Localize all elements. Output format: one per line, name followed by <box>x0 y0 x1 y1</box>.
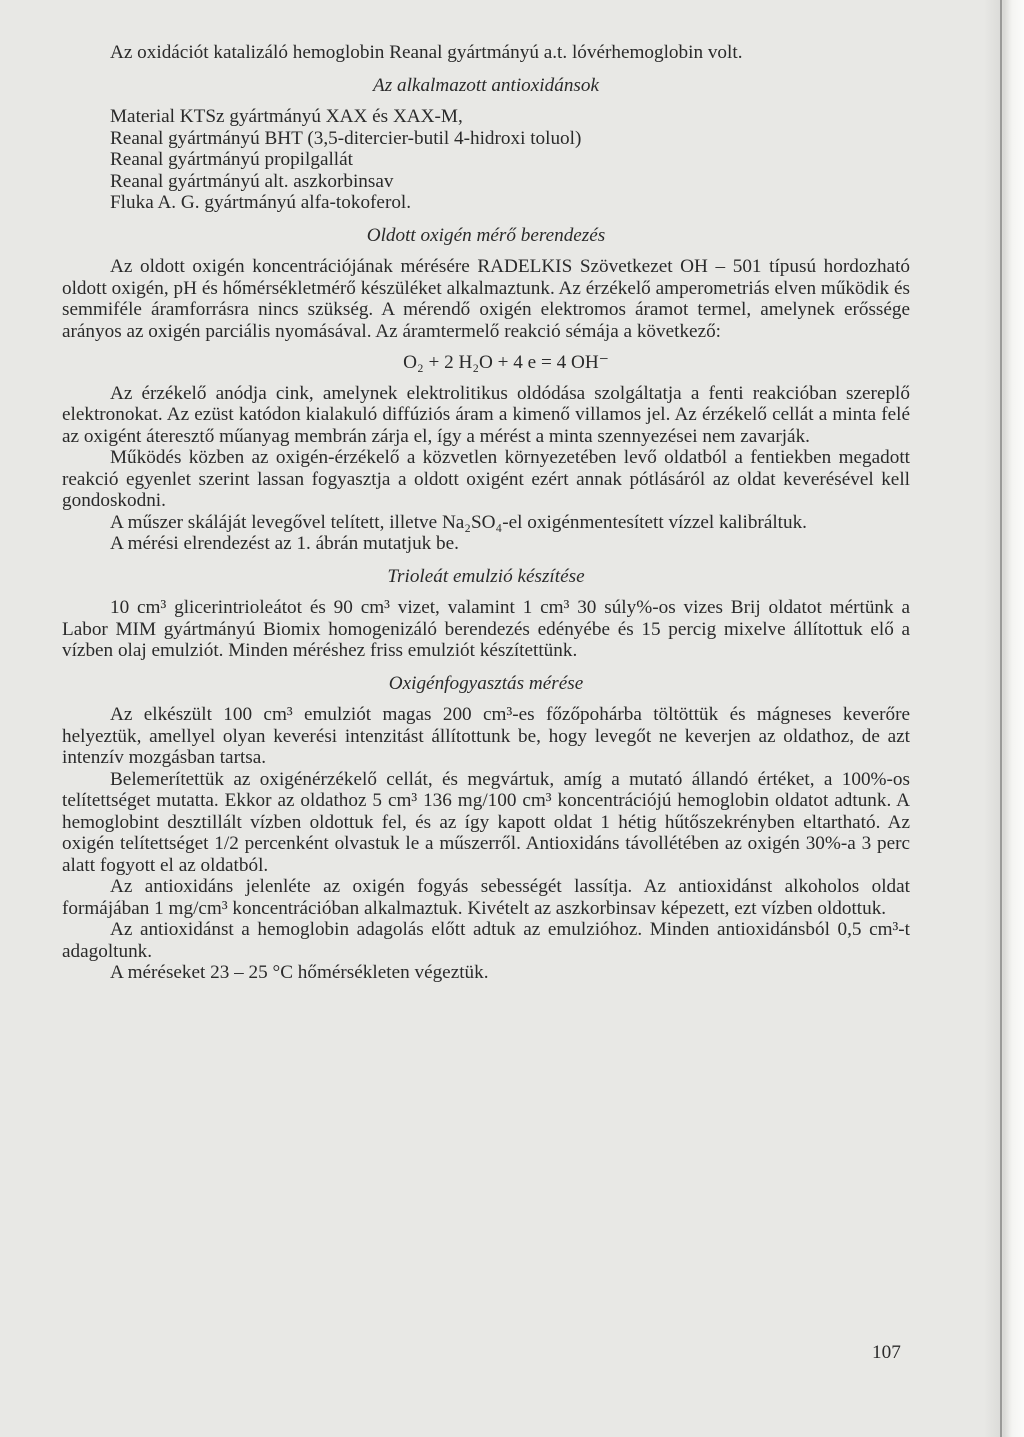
paragraph: Az antioxidánst a hemoglobin adagolás előtt adtuk az emulzióhoz. Minden antioxidánsból 0,5 cm³-t adagoltunk. <box>62 919 910 962</box>
body-text <box>62 42 910 984</box>
paragraph: Az érzékelő anódja cink, amelynek elektrolitikus oldódása szolgáltatja a fenti reakcióban szereplő elektronokat. Az ezüst katódon kialakuló diffúziós áram a kimenő villamos jel. Az érzékelő cellát a minta felé az oxigént áteresztő műanyag membrán zárja el, így a mérést a minta szennyezései nem zavarják. <box>62 382 910 447</box>
emulsion-heading: Trioleát emulzió készítése <box>387 565 585 587</box>
page-edge-shadow <box>984 0 1024 1437</box>
list-item: Fluka A. G. gyártmányú alfa-tokoferol. <box>110 192 412 213</box>
paragraph: A méréseket 23 – 25 °C hőmérsékleten végeztük. <box>110 962 489 983</box>
page-number: 107 <box>872 1342 901 1363</box>
list-item: Reanal gyártmányú BHT (3,5-ditercier-butil 4-hidroxi toluol) <box>110 127 582 149</box>
paragraph: A műszer skáláját levegővel telített, illetve Na₂SO₄-el oxigénmentesített vízzel kalibráltuk. <box>110 511 807 533</box>
paragraph: Az elkészült 100 cm³ emulziót magas 200 cm³-es főzőpohárba töltöttük és mágneses keverőre helyeztük, amellyel olyan keverési intenzitást állítottunk be, hogy levegőt ne keverjen az oldathoz, de azt intenzív mozgásban tartsa. <box>62 704 910 768</box>
antioxidant-list <box>62 106 910 214</box>
page-edge-line <box>1000 0 1002 1437</box>
paragraph: Az oldott oxigén koncentrációjának mérésére RADELKIS Szövetkezet OH – 501 típusú hordozható oldott oxigén, pH és hőmérsékletmérő készüléket alkalmaztunk. Az érzékelő amperometriás elven működik és semmiféle áramforrásra nincs szükség. A mérendő oxigén elektromos áramot termel, amelynek erőssége arányos az oxigén parciális nyomásával. Az áramtermelő reakció sémája a következő: <box>62 256 910 342</box>
intro-paragraph: Az oxidációt katalizáló hemoglobin Reanal gyártmányú a.t. lóvérhemoglobin volt. <box>110 42 743 63</box>
paragraph: A mérési elrendezést az 1. ábrán mutatjuk be. <box>110 533 459 554</box>
list-item: Reanal gyártmányú alt. aszkorbinsav <box>110 170 394 192</box>
oxygen-meter-heading: Oldott oxigén mérő berendezés <box>366 224 606 246</box>
paragraph: Az antioxidáns jelenléte az oxigén fogyás sebességét lassítja. Az antioxidánst alkoholos oldat formájában 1 mg/cm³ koncentrációban alkalmaztuk. Kivételt az aszkorbinsav képezett, ezt vízben oldottuk. <box>62 876 910 919</box>
antioxidants-heading: Az alkalmazott antioxidánsok <box>373 74 599 96</box>
reaction-formula: O₂ + 2 H₂O + 4 e = 4 OH⁻ <box>403 352 609 373</box>
paragraph: 10 cm³ glicerintrioleátot és 90 cm³ vizet, valamint 1 cm³ 30 súly%-os vizes Brij oldatot mértünk a Labor MIM gyártmányú Biomix homogenizáló berendezés edényébe és 15 percig mixelve állítottuk elő a vízben olaj emulziót. Minden méréshez friss emulziót készítettünk. <box>62 597 910 661</box>
paragraph: Belemerítettük az oxigénérzékelő cellát, és megvártuk, amíg a mutató állandó értéket, a 100%-os telítettséget mutatta. Ekkor az oldathoz 5 cm³ 136 mg/100 cm³ koncentrációjú hemoglobin oldatot adtunk. A hemoglobint desztillált vízben oldottuk fel, és az így kapott oldat 1 hétig hűtőszekrényben eltartható. Az oxigén telítettséget 1/2 percenként olvastuk le a műszerről. Antioxidáns távollétében az oxigén 30%-a 3 perc alatt fogyott el az oldatból. <box>62 768 910 876</box>
consumption-heading: Oxigénfogyasztás mérése <box>388 672 584 694</box>
paragraph: Működés közben az oxigén-érzékelő a közvetlen környezetében levő oldatból a fentiekben megadott reakció egyenlet szerint lassan fogyasztja a oldott oxigént ezért annak pótlásáról az oldat keverésével kell gondoskodni. <box>62 447 910 511</box>
list-item: Material KTSz gyártmányú XAX és XAX-M, <box>110 106 463 127</box>
list-item: Reanal gyártmányú propilgallát <box>110 149 353 170</box>
